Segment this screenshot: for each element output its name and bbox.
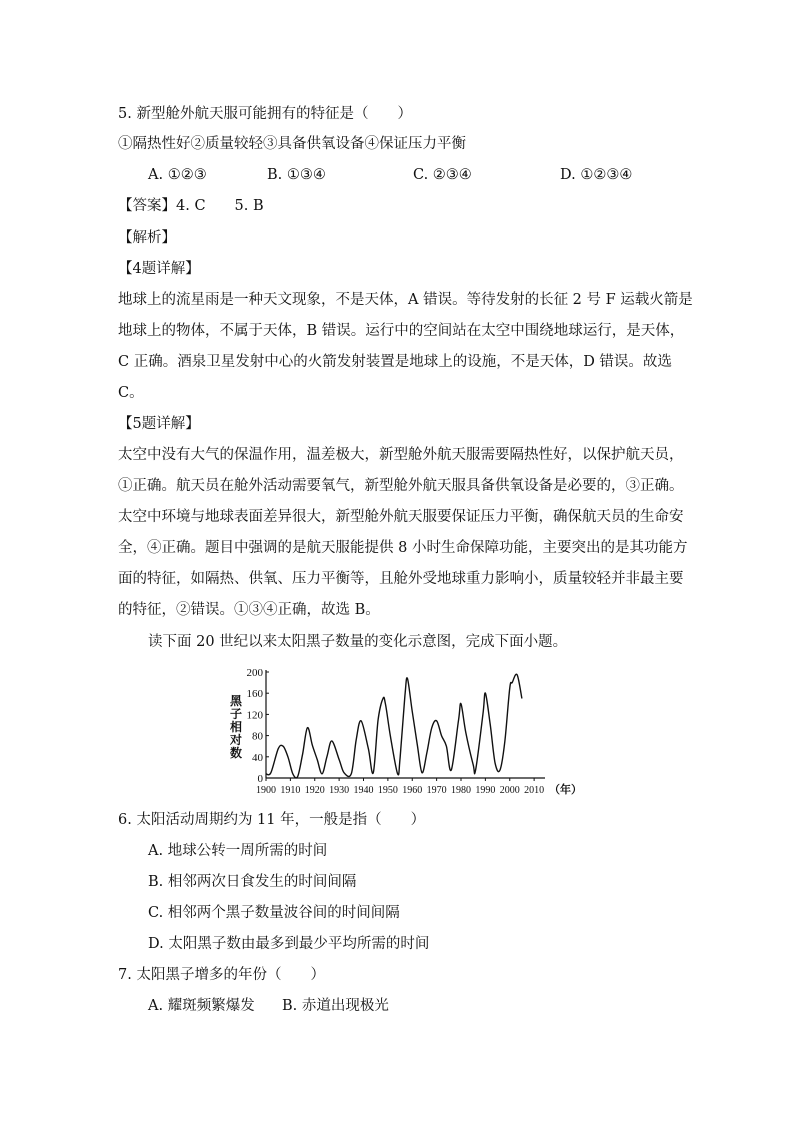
y-tick-label: 200 [246, 667, 263, 679]
x-tick-label: 1960 [402, 785, 423, 796]
q5-stem: 5. 新型舱外航天服可能拥有的特征是（ ） [118, 106, 412, 122]
q7-option-b: B. 赤道出现极光 [282, 998, 389, 1014]
x-tick-label: 2000 [499, 785, 520, 796]
d4-line-3: C 正确。酒泉卫星发射中心的火箭发射装置是地球上的设施，不是天体，D 错误。故选 [118, 354, 672, 370]
q5-features: ①隔热性好②质量较轻③具备供氧设备④保证压力平衡 [118, 136, 466, 152]
x-axis-unit: （年） [549, 784, 582, 796]
x-tick-label: 1950 [377, 785, 398, 796]
d4-heading: 【4题详解】 [118, 261, 200, 277]
x-tick-label: 1970 [426, 785, 447, 796]
x-tick-label: 1900 [256, 785, 276, 796]
d5-line-6: 的特征，②错误。①③④正确，故选 B。 [118, 602, 380, 618]
x-tick-label: 1990 [475, 785, 496, 796]
y-axis-label-char: 黑 [229, 694, 243, 708]
x-tick-label: 1940 [353, 785, 374, 796]
d4-line-1: 地球上的流星雨是一种天文现象，不是天体，A 错误。等待发射的长征 2 号 F 运载火箭是 [118, 292, 693, 308]
x-tick-label: 2010 [524, 785, 545, 796]
x-tick-label: 1930 [329, 785, 350, 796]
q6-stem: 6. 太阳活动周期约为 11 年，一般是指（ ） [118, 812, 426, 828]
q7-option-a: A. 耀斑频繁爆发 [148, 998, 255, 1014]
y-tick-label: 80 [252, 730, 263, 743]
q5-option-d: D. ①②③④ [560, 167, 633, 183]
y-axis-label-char: 子 [229, 707, 243, 721]
q7-stem: 7. 太阳黑子增多的年份（ ） [118, 967, 325, 983]
q6-option-b: B. 相邻两次日食发生的时间间隔 [148, 874, 357, 890]
q5-option-a: A. ①②③ [148, 167, 207, 183]
sunspot-series-line [266, 674, 522, 778]
d4-line-4: C。 [118, 385, 144, 401]
d5-line-2: ①正确。航天员在舱外活动需要氧气，新型舱外航天服具备供氧设备是必要的，③正确。 [118, 478, 684, 494]
y-axis-label-char: 对 [229, 733, 243, 747]
q6-option-a: A. 地球公转一周所需的时间 [148, 843, 328, 859]
d5-line-3: 太空中环境与地球表面差异很大，新型舱外航天服要保证压力平衡，确保航天员的生命安 [118, 509, 684, 525]
q5-option-c: C. ②③④ [413, 167, 472, 183]
x-tick-label: 1920 [304, 785, 325, 796]
y-tick-label: 40 [252, 751, 263, 764]
x-tick-label: 1980 [451, 785, 471, 796]
y-tick-label: 160 [246, 688, 263, 701]
chart-intro: 读下面 20 世纪以来太阳黑子数量的变化示意图，完成下面小题。 [148, 634, 568, 650]
y-tick-label: 0 [257, 773, 263, 785]
analysis-heading: 【解析】 [118, 230, 176, 246]
d5-line-1: 太空中没有大气的保温作用，温差极大，新型舱外航天服需要隔热性好，以保护航天员， [118, 447, 684, 463]
x-tick-label: 1910 [280, 785, 301, 796]
y-axis-label-char: 相 [229, 720, 243, 734]
d5-line-4: 全，④正确。题目中强调的是航天服能提供 8 小时生命保障功能，主要突出的是其功能方 [118, 540, 688, 556]
y-tick-label: 120 [246, 709, 263, 722]
d5-heading: 【5题详解】 [118, 416, 200, 432]
answer-line: 【答案】4. C 5. B [118, 198, 264, 214]
q6-option-c: C. 相邻两个黑子数量波谷间的时间间隔 [148, 905, 400, 921]
q6-option-d: D. 太阳黑子数由最多到最少平均所需的时间 [148, 936, 430, 952]
q5-option-b: B. ①③④ [267, 167, 326, 183]
sunspot-chart [226, 662, 582, 798]
d4-line-2: 地球上的物体，不属于天体，B 错误。运行中的空间站在太空中围绕地球运行，是天体， [118, 323, 685, 339]
d5-line-5: 面的特征，如隔热、供氧、压力平衡等，且舱外受地球重力影响小，质量较轻并非最主要 [118, 571, 684, 587]
y-axis-label-char: 数 [229, 746, 243, 760]
